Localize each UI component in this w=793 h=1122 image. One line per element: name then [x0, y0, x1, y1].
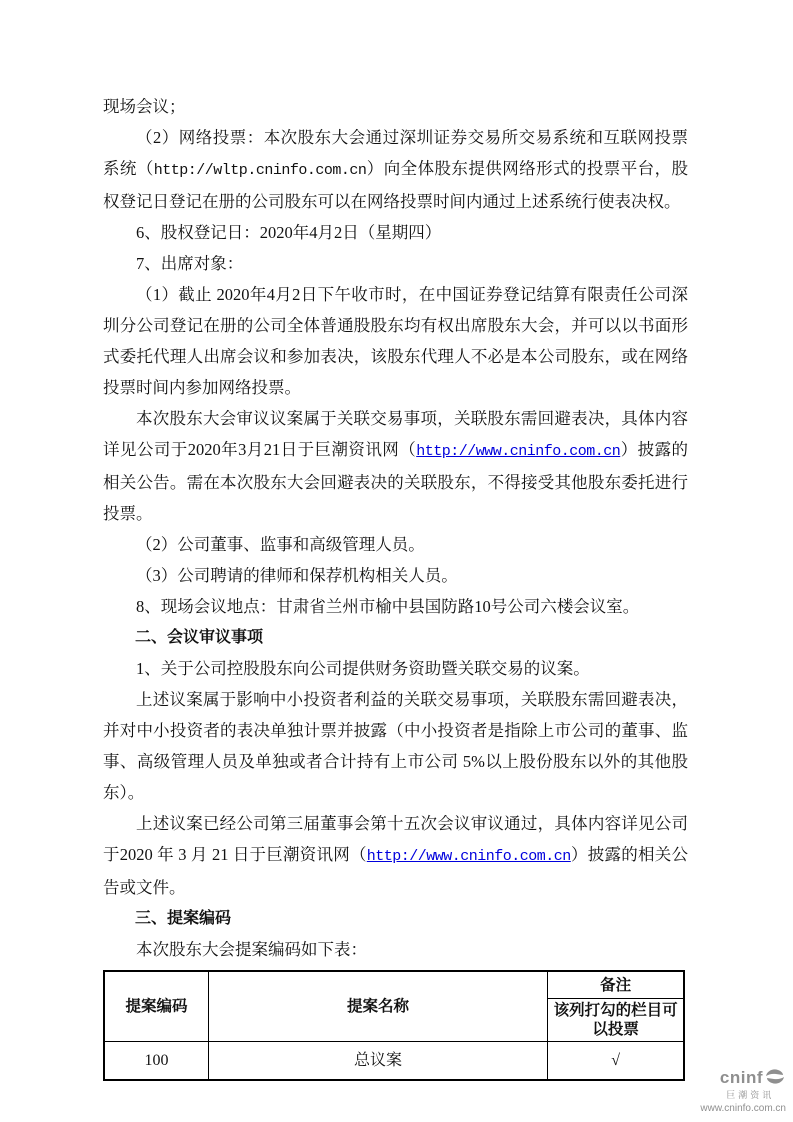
section-3-heading: 三、提案编码	[135, 910, 232, 927]
proposal-code-table	[103, 970, 685, 1081]
table-header-proposal-name: 提案名称	[208, 971, 547, 1042]
document-body	[103, 91, 688, 1081]
paragraph-proposal-item: 1、关于公司控股股东向公司提供财务资助暨关联交易的议案。	[136, 659, 590, 678]
paragraph-minority-investors: 上述议案属于影响中小投资者利益的关联交易事项，关联股东需回避表决，并对中小投资者的表决单独计票并披露（中小投资者是指除上市公司的董事、监事、高级管理人员及单独或者合计持有上市公司 5%以上股份股东以外的其他股东）。	[103, 690, 688, 802]
cninfo-logo-url: www.cninfo.com.cn	[700, 1103, 786, 1114]
approved-text-post: ）披露的相关公告或文件。	[103, 845, 689, 897]
paragraph-attendees-2: （2）公司董事、监事和高级管理人员。	[136, 535, 425, 554]
logo-top-row	[700, 1067, 786, 1091]
section-2-heading: 二、会议审议事项	[135, 629, 264, 646]
approved-text-pre: 上述议案已经公司第三届董事会第十五次会议审议通过，具体内容详见公司于2020 年 3 月 21 日于巨潮资讯网（	[103, 814, 688, 864]
paragraph-continuation: 现场会议；	[103, 97, 186, 116]
paragraph-attendees-heading: 7、出席对象：	[136, 254, 244, 273]
paragraph-board-approved	[103, 808, 688, 903]
paragraph-attendees-3: （3）公司聘请的律师和保荐机构相关人员。	[136, 566, 458, 585]
cninfo-logo-text: cninf	[719, 1067, 763, 1087]
paragraph-venue: 8、现场会议地点：甘肃省兰州市榆中县国防路10号公司六楼会议室。	[136, 597, 640, 616]
table-header-remark-sub: 该列打勾的栏目可以投票	[548, 999, 684, 1042]
cninfo-link-1[interactable]: http://www.cninfo.com.cn	[416, 443, 621, 460]
cninfo-watermark	[700, 1067, 786, 1114]
cell-proposal-code: 100	[104, 1042, 208, 1081]
cninfo-logo-chinese: 巨潮资讯	[726, 1090, 775, 1101]
paragraph-related-transaction	[103, 403, 688, 529]
table-row	[104, 1042, 684, 1081]
cninfo-link-2[interactable]: http://www.cninfo.com.cn	[366, 848, 571, 865]
network-voting-url: http://wltp.cninfo.com.cn	[153, 162, 367, 179]
paragraph-attendees-1: （1）截止 2020年4月2日下午收市时，在中国证券登记结算有限责任公司深圳分公司登记在册的公司全体普通股股东均有权出席股东大会，并可以以书面形式委托代理人出席会议和参加表决，该股东代理人不必是本公司股东，或在网络投票时间内参加网络投票。	[103, 285, 688, 397]
table-header-remark: 备注	[548, 971, 684, 999]
network-voting-text-post: ）向全体股东提供网络形式的投票平台，股权登记日登记在册的公司股东可以在网络投票时间内通过上述系统行使表决权。	[103, 159, 689, 211]
paragraph-table-intro: 本次股东大会提案编码如下表：	[136, 940, 367, 959]
related-text-post: ）披露的相关公告。需在本次股东大会回避表决的关联股东，不得接受其他股东委托进行投票。	[103, 440, 689, 523]
cell-proposal-name: 总议案	[208, 1042, 547, 1081]
table-header-proposal-code: 提案编码	[104, 971, 208, 1042]
network-voting-text-pre: （2）网络投票：本次股东大会通过深圳证券交易所交易系统和互联网投票系统（	[103, 128, 688, 178]
paragraph-network-voting	[103, 122, 688, 217]
cell-proposal-check: √	[548, 1042, 684, 1081]
cninfo-swirl-icon	[764, 1067, 786, 1091]
paragraph-record-date: 6、股权登记日：2020年4月2日（星期四）	[136, 223, 442, 242]
related-text-pre: 本次股东大会审议议案属于关联交易事项，关联股东需回避表决，具体内容详见公司于2020年3月21日于巨潮资讯网（	[103, 409, 688, 459]
